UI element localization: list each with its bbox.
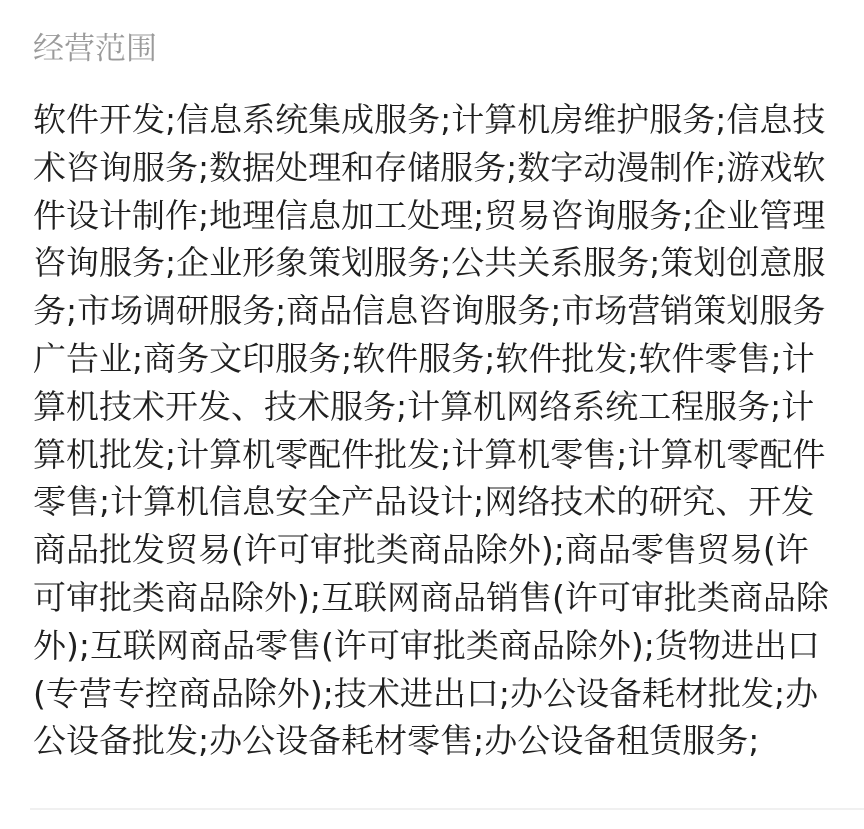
scope-line: 外);互联网商品零售(许可审批类商品除外);货物进出口: [33, 625, 820, 665]
section-title: 经营范围: [33, 31, 157, 67]
scope-line: 公设备批发;办公设备耗材零售;办公设备租赁服务;: [33, 721, 760, 761]
scope-line: 商品批发贸易(许可审批类商品除外);商品零售贸易(许: [33, 530, 809, 570]
scope-line: 广告业;商务文印服务;软件服务;软件批发;软件零售;计: [33, 338, 815, 378]
scope-line: 可审批类商品除外);互联网商品销售(许可审批类商品除: [33, 577, 829, 617]
scope-line: 术咨询服务;数据处理和存储服务;数字动漫制作;游戏软: [33, 147, 826, 187]
scope-line: 务;市场调研服务;商品信息咨询服务;市场营销策划服务: [33, 291, 826, 331]
scope-line: 咨询服务;企业形象策划服务;公共关系服务;策划创意服: [33, 243, 826, 283]
scope-line: 件设计制作;地理信息加工处理;贸易咨询服务;企业管理: [33, 195, 826, 235]
business-scope-text: [33, 96, 829, 765]
scope-line: 零售;计算机信息安全产品设计;网络技术的研究、开发: [33, 482, 815, 522]
scope-line: 算机批发;计算机零配件批发;计算机零售;计算机零配件: [33, 434, 826, 474]
bottom-divider: [30, 808, 864, 810]
scope-line: (专营专控商品除外);技术进出口;办公设备耗材批发;办: [33, 673, 819, 713]
scope-line: 软件开发;信息系统集成服务;计算机房维护服务;信息技: [33, 100, 826, 139]
scope-line: 算机技术开发、技术服务;计算机网络系统工程服务;计: [33, 386, 815, 426]
